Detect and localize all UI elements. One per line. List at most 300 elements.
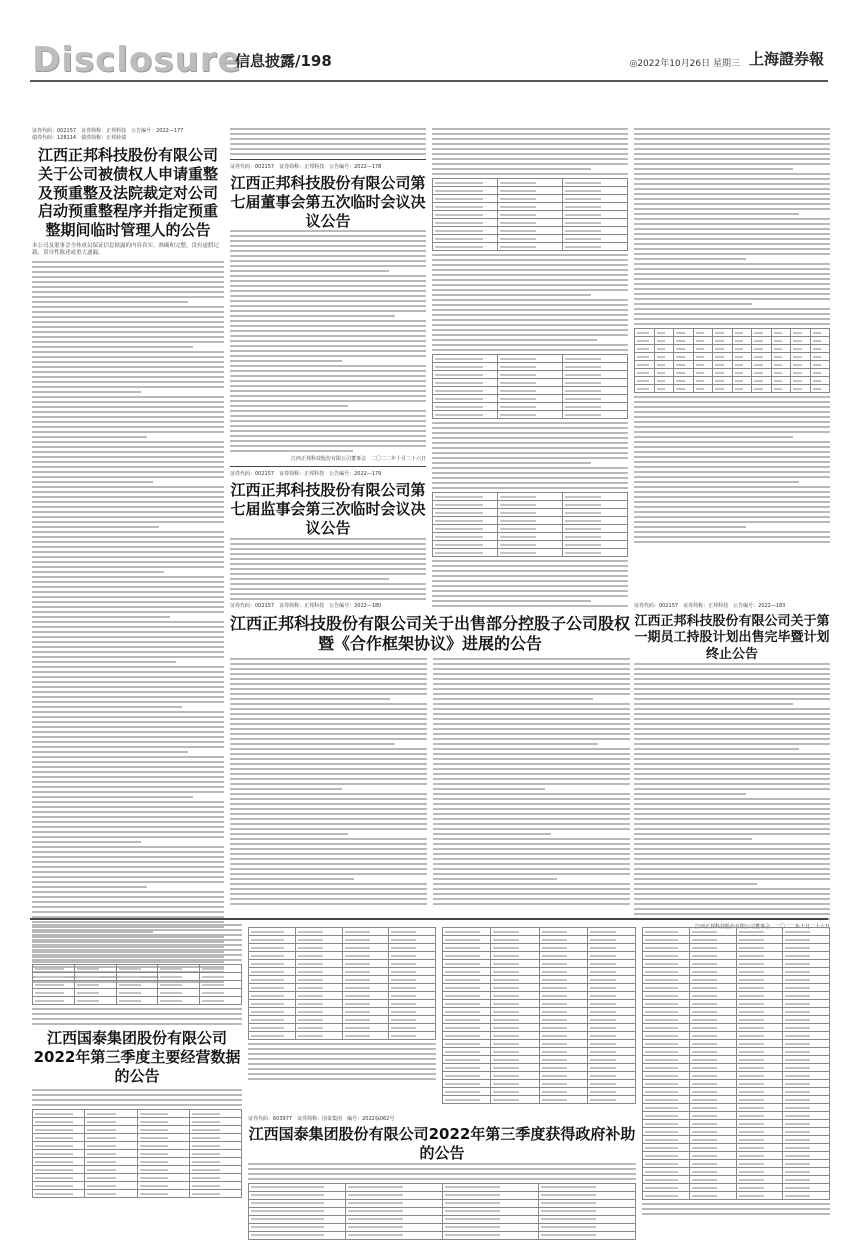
text-line	[432, 254, 628, 256]
table-cell	[783, 1040, 830, 1048]
text-line	[230, 668, 427, 670]
text-line	[230, 143, 426, 145]
table-cell	[643, 1168, 690, 1176]
table-cell	[249, 952, 296, 960]
table-cell	[771, 329, 791, 337]
table-cell	[587, 1024, 635, 1032]
table-cell	[791, 361, 811, 369]
table-cell	[539, 1096, 587, 1104]
table-row	[635, 353, 830, 361]
text-line	[32, 496, 224, 498]
table-cell	[736, 1024, 783, 1032]
text-line	[230, 385, 426, 387]
text-line	[230, 370, 426, 372]
table-cell	[539, 960, 587, 968]
text-line	[230, 420, 426, 422]
text-line	[230, 838, 427, 840]
article-signature: 江西正邦科技股份有限公司董事会 二〇二二年十月二十六日	[290, 456, 426, 463]
text-line	[32, 666, 224, 668]
text-line	[432, 329, 628, 331]
table-cell	[587, 976, 635, 984]
text-line	[32, 1099, 242, 1101]
text-line	[32, 836, 224, 838]
text-line	[32, 671, 224, 673]
text-line	[634, 203, 830, 205]
table-cell	[158, 997, 200, 1005]
text-line	[230, 405, 348, 407]
text-line	[634, 283, 830, 285]
text-line	[432, 294, 591, 296]
table-cell	[587, 1080, 635, 1088]
article-body-cont	[433, 658, 630, 908]
text-line	[634, 743, 830, 745]
table-cell	[587, 1056, 635, 1064]
table-cell	[736, 1176, 783, 1184]
text-line	[32, 501, 224, 503]
text-line	[432, 432, 628, 434]
table-cell	[295, 952, 342, 960]
table-cell	[736, 1016, 783, 1024]
text-line	[32, 781, 224, 783]
text-line	[230, 763, 427, 765]
table-cell	[74, 965, 116, 973]
table-cell	[85, 1142, 137, 1150]
text-line	[32, 301, 188, 303]
table-cell	[783, 1128, 830, 1136]
table-cell	[783, 1024, 830, 1032]
table-cell	[689, 968, 736, 976]
text-line	[32, 796, 193, 798]
text-line	[634, 668, 830, 670]
table-cell	[689, 1152, 736, 1160]
table-cell	[249, 960, 296, 968]
table-cell	[643, 1184, 690, 1192]
table-row	[249, 960, 436, 968]
text-line	[634, 243, 830, 245]
text-line	[230, 743, 395, 745]
table-cell	[33, 1110, 85, 1118]
table-cell	[752, 385, 772, 393]
text-line	[433, 803, 630, 805]
text-line	[248, 1178, 636, 1180]
table-cell	[295, 1016, 342, 1024]
text-line	[432, 128, 628, 130]
text-line	[32, 316, 224, 318]
text-line	[634, 838, 752, 840]
text-line	[230, 265, 426, 267]
table-cell	[85, 1166, 137, 1174]
text-line	[32, 616, 170, 618]
table-cell	[736, 1184, 783, 1192]
table-cell	[791, 377, 811, 385]
table-cell	[643, 960, 690, 968]
text-line	[634, 823, 830, 825]
text-line	[634, 173, 830, 175]
table-cell	[783, 928, 830, 936]
table-cell	[563, 203, 628, 211]
table-row	[433, 227, 628, 235]
text-line	[32, 401, 224, 403]
table-cell	[713, 345, 733, 353]
table-cell	[810, 377, 830, 385]
text-line	[634, 396, 830, 398]
table-cell	[249, 944, 296, 952]
table-cell	[498, 541, 563, 549]
table-cell	[689, 936, 736, 944]
table-cell	[389, 976, 436, 984]
table-cell	[116, 981, 158, 989]
text-line	[634, 278, 830, 280]
table-cell	[643, 1032, 690, 1040]
text-line	[230, 868, 427, 870]
table-row	[33, 989, 242, 997]
table-cell	[33, 1150, 85, 1158]
table-row	[643, 1056, 830, 1064]
table-cell	[443, 976, 491, 984]
text-line	[230, 553, 426, 555]
table-cell	[689, 1192, 736, 1200]
table-cell	[85, 1150, 137, 1158]
table-cell	[783, 1168, 830, 1176]
table-cell	[736, 944, 783, 952]
text-line	[32, 416, 224, 418]
table-cell	[771, 337, 791, 345]
table-cell	[736, 968, 783, 976]
text-line	[32, 491, 224, 493]
table-cell	[200, 965, 242, 973]
table-row	[643, 1144, 830, 1152]
page-section-title: 信息披露/198	[235, 52, 332, 70]
text-line	[230, 340, 426, 342]
table-cell	[783, 984, 830, 992]
table-cell	[189, 1190, 241, 1198]
table-cell	[587, 936, 635, 944]
table-cell	[783, 1064, 830, 1072]
table-cell	[587, 1048, 635, 1056]
text-line	[230, 133, 426, 135]
text-line	[32, 626, 224, 628]
table-row	[249, 1199, 636, 1207]
text-line	[230, 833, 348, 835]
text-line	[248, 1063, 436, 1065]
table-cell	[732, 345, 752, 353]
text-line	[230, 683, 427, 685]
table-cell	[249, 1183, 346, 1191]
table-cell	[810, 337, 830, 345]
table-cell	[491, 1000, 539, 1008]
table-cell	[443, 992, 491, 1000]
table-row	[643, 1152, 830, 1160]
text-line	[634, 298, 830, 300]
table-row	[249, 928, 436, 936]
text-line	[634, 491, 830, 493]
text-line	[230, 235, 426, 237]
table-cell	[342, 992, 389, 1000]
text-line	[432, 422, 628, 424]
text-line	[432, 168, 591, 170]
table-cell	[654, 385, 674, 393]
table-row	[33, 1110, 242, 1118]
table-row	[33, 1182, 242, 1190]
table-row	[643, 1024, 830, 1032]
text-line	[634, 708, 830, 710]
text-line	[433, 763, 630, 765]
table-row	[643, 1088, 830, 1096]
table-row	[33, 1150, 242, 1158]
table-cell	[491, 1048, 539, 1056]
text-line	[634, 873, 830, 875]
table-cell	[635, 337, 655, 345]
text-line	[230, 345, 426, 347]
text-line	[642, 1203, 830, 1205]
table-cell	[736, 976, 783, 984]
table-row	[433, 533, 628, 541]
table-cell	[539, 1048, 587, 1056]
table-cell	[643, 936, 690, 944]
table-cell	[74, 981, 116, 989]
text-line	[230, 430, 426, 432]
table-cell	[295, 992, 342, 1000]
text-line	[432, 314, 628, 316]
text-line	[634, 158, 830, 160]
table-row	[443, 1088, 636, 1096]
table-cell	[249, 1191, 346, 1199]
table-cell	[433, 493, 498, 501]
table-cell	[732, 353, 752, 361]
text-line	[248, 1173, 636, 1175]
text-line	[32, 881, 224, 883]
table-cell	[689, 1112, 736, 1120]
table-cell	[736, 1032, 783, 1040]
table-row	[249, 984, 436, 992]
table-cell	[498, 243, 563, 251]
table-cell	[137, 1166, 189, 1174]
table-cell	[189, 1158, 241, 1166]
text-line	[634, 718, 830, 720]
table-cell	[442, 1199, 539, 1207]
text-line	[634, 223, 830, 225]
table-cell	[810, 353, 830, 361]
table-cell	[654, 369, 674, 377]
table-cell	[433, 179, 498, 187]
text-line	[32, 511, 224, 513]
table-cell	[345, 1215, 442, 1223]
table-cell	[689, 1104, 736, 1112]
table-row	[33, 981, 242, 989]
table-cell	[498, 219, 563, 227]
text-line	[230, 153, 426, 155]
text-line	[248, 1068, 436, 1070]
table-cell	[693, 385, 713, 393]
table-cell	[498, 195, 563, 203]
text-line	[433, 683, 630, 685]
table-cell	[736, 1144, 783, 1152]
table-cell	[539, 1199, 636, 1207]
table-cell	[189, 1134, 241, 1142]
text-line	[634, 853, 830, 855]
table-cell	[736, 1120, 783, 1128]
table-cell	[736, 1168, 783, 1176]
text-line	[634, 813, 830, 815]
text-line	[634, 416, 830, 418]
table-cell	[539, 1064, 587, 1072]
text-line	[32, 856, 224, 858]
table-cell	[810, 369, 830, 377]
table-cell	[783, 1184, 830, 1192]
table-cell	[736, 1008, 783, 1016]
table-cell	[389, 968, 436, 976]
table-cell	[189, 1150, 241, 1158]
table-row	[433, 195, 628, 203]
text-line	[433, 788, 545, 790]
table-cell	[295, 960, 342, 968]
table-cell	[643, 1048, 690, 1056]
table-row	[443, 1008, 636, 1016]
text-line	[230, 793, 427, 795]
text-line	[32, 381, 224, 383]
table-row	[433, 387, 628, 395]
text-line	[433, 673, 630, 675]
text-line	[32, 929, 242, 931]
table-cell	[689, 1048, 736, 1056]
text-line	[32, 336, 224, 338]
text-line	[230, 808, 427, 810]
table-row	[433, 243, 628, 251]
table-cell	[736, 1160, 783, 1168]
text-line	[634, 753, 830, 755]
text-line	[32, 271, 224, 273]
table-cell	[635, 329, 655, 337]
article-esop-termination	[634, 603, 830, 930]
text-line	[432, 565, 628, 567]
text-line	[32, 606, 224, 608]
text-line	[32, 261, 224, 263]
table-cell	[442, 1183, 539, 1191]
table-cell	[771, 377, 791, 385]
text-line	[432, 299, 628, 301]
table-row	[443, 936, 636, 944]
table-cell	[342, 960, 389, 968]
text-line	[634, 406, 830, 408]
text-line	[32, 851, 224, 853]
text-line	[432, 580, 628, 582]
table-cell	[736, 960, 783, 968]
text-line	[230, 410, 426, 412]
table-cell	[713, 337, 733, 345]
table-cell	[689, 1168, 736, 1176]
text-line	[32, 306, 224, 308]
table-cell	[713, 385, 733, 393]
text-line	[32, 826, 224, 828]
table-cell	[783, 1144, 830, 1152]
text-line	[32, 944, 242, 946]
text-line	[230, 390, 426, 392]
table-cell	[491, 1008, 539, 1016]
table-cell	[643, 1096, 690, 1104]
table-cell	[249, 992, 296, 1000]
table-cell	[433, 243, 498, 251]
table-cell	[736, 1152, 783, 1160]
text-line	[433, 868, 630, 870]
table-cell	[563, 501, 628, 509]
text-line	[230, 818, 427, 820]
table-cell	[433, 395, 498, 403]
table-cell	[433, 541, 498, 549]
table-cell	[443, 1008, 491, 1016]
table-row	[433, 395, 628, 403]
table-cell	[539, 1008, 587, 1016]
text-line	[32, 276, 224, 278]
table-cell	[635, 353, 655, 361]
text-line	[230, 878, 354, 880]
table-cell	[693, 345, 713, 353]
table-cell	[674, 353, 694, 361]
table-cell	[433, 371, 498, 379]
table-cell	[443, 1048, 491, 1056]
table-cell	[587, 1016, 635, 1024]
text-line	[32, 406, 224, 408]
table-cell	[732, 385, 752, 393]
table-cell	[295, 944, 342, 952]
text-line	[230, 893, 427, 895]
text-line	[432, 279, 628, 281]
table-cell	[732, 337, 752, 345]
article-guotai-subsidy	[248, 1116, 636, 1236]
text-line	[634, 858, 830, 860]
table-cell	[498, 227, 563, 235]
table-row	[443, 1024, 636, 1032]
text-line	[433, 893, 630, 895]
table-cell	[345, 1199, 442, 1207]
table-cell	[563, 493, 628, 501]
table-row	[249, 1008, 436, 1016]
article-board-resolution	[230, 164, 426, 462]
text-line	[32, 756, 224, 758]
text-line	[230, 843, 427, 845]
text-line	[433, 693, 630, 695]
text-line	[433, 903, 630, 905]
table-cell	[433, 387, 498, 395]
table-row	[643, 1064, 830, 1072]
text-line	[634, 401, 830, 403]
table-cell	[433, 355, 498, 363]
text-line	[634, 878, 830, 880]
table-cell	[491, 1064, 539, 1072]
table-cell	[771, 345, 791, 353]
table-cell	[587, 928, 635, 936]
table-cell	[295, 928, 342, 936]
table-cell	[442, 1207, 539, 1215]
article-meta: 证券代码：002157 证券简称：正邦科技 公告编号：2022—179	[230, 471, 382, 478]
text-line	[32, 1018, 242, 1020]
table-cell	[783, 992, 830, 1000]
text-line	[32, 959, 242, 961]
text-line	[432, 427, 628, 429]
table-cell	[74, 997, 116, 1005]
table-cell	[587, 1096, 635, 1104]
text-line	[432, 153, 628, 155]
table-cell	[713, 377, 733, 385]
text-line	[634, 521, 830, 523]
text-line	[32, 446, 224, 448]
table-cell	[189, 1110, 241, 1118]
text-line	[433, 858, 630, 860]
table-row	[643, 1008, 830, 1016]
text-line	[634, 723, 830, 725]
table-cell	[249, 936, 296, 944]
table-cell	[643, 1056, 690, 1064]
text-line	[433, 668, 630, 670]
